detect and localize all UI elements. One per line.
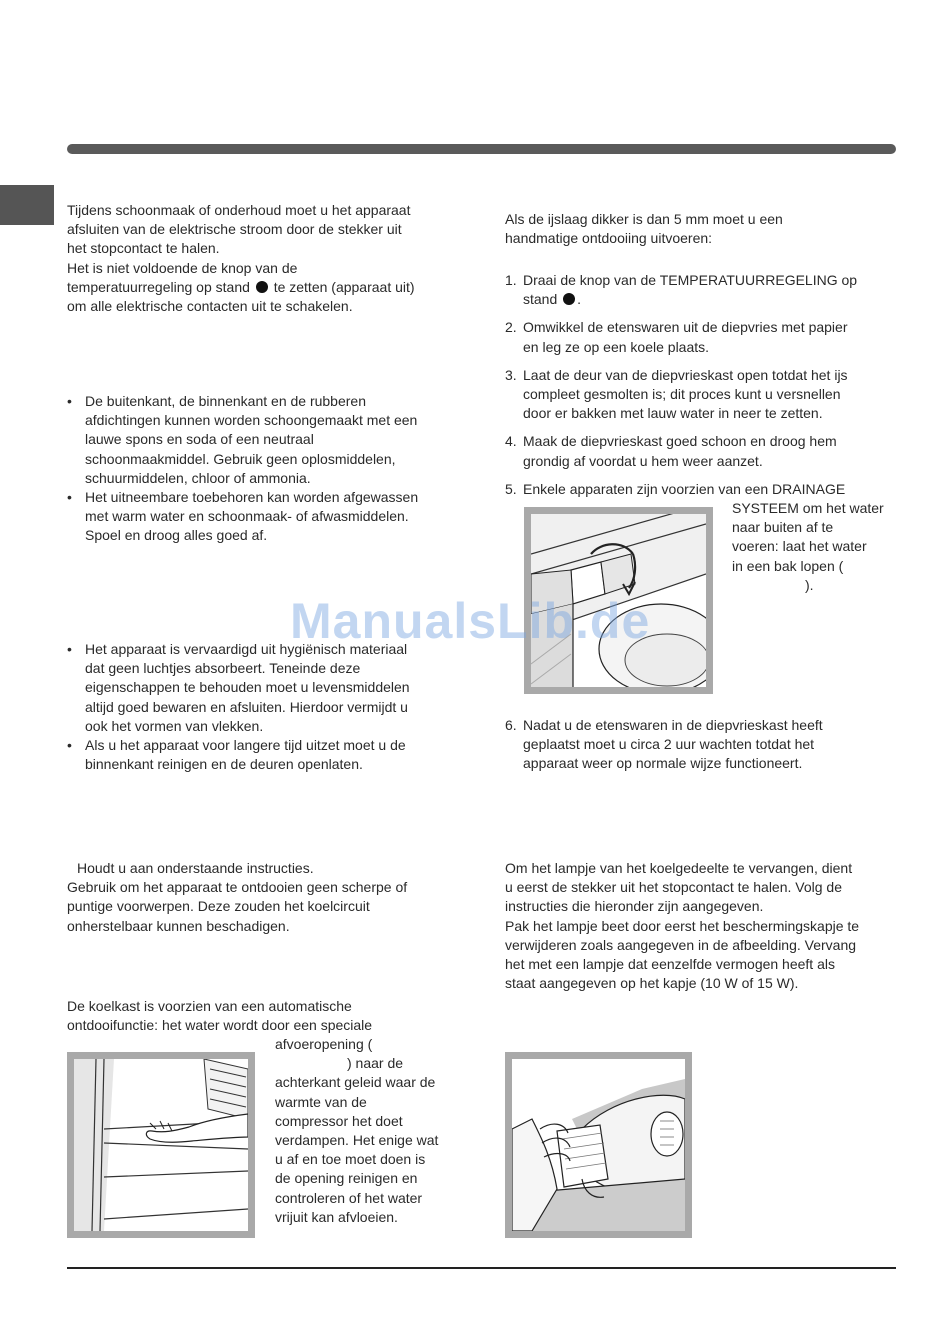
left-intro (67, 201, 415, 316)
header-rule (67, 144, 896, 154)
step-item: 5. Enkele apparaten zijn voorzien van een DRAINAGE (505, 480, 846, 497)
list-item: • De buitenkant, de binnenkant en de rubberen afdichtingen kunnen worden schoongemaakt met een lauwe spons en soda of een neutraal schoonmaakmiddel. Gebruik geen oplosmiddelen, schuurmiddelen, chloor of ammonia. (67, 392, 418, 488)
right-intro: Als de ijslaag dikker is dan 5 mm moet u een handmatige ontdooiing uitvoeren: (505, 211, 783, 247)
lamp-text: Om het lampje van het koelgedeelte te vervangen, dient u eerst de stekker uit het stopcontact te halen. Volg de instructies die hieronder zijn aangegeven. Pak het lampje beet door eerst het beschermingskapje te verwijderen zoals aangegeven in de afbeelding. Vervang het met een lampje dat eenzelfde vermogen heeft als staat aangegeven op het kapje (10 W of 15 W). (505, 860, 860, 992)
list-item: • Als u het apparaat voor langere tijd uitzet moet u de binnenkant reinigen en de deuren openlaten. (67, 736, 410, 774)
step-item: 1. Draai de knop van de TEMPERATUURREGELING op stand . (505, 271, 857, 309)
fridge-defrost-side-text: afvoeropening ( ) naar de achterkant geleid waar de warmte van de compressor het doet verdampen. Het enige wat u af en toe moet doen is de opening reinigen en controleren of het water vrijuit kan afvloeien. (275, 1036, 439, 1225)
text-line: afsluiten van de elektrische stroom door de stekker uit (67, 221, 402, 238)
drainage-side-text: SYSTEEM om het water naar buiten af te voeren: laat het water in een bak lopen ( ). (732, 500, 884, 593)
fridge-drain-illustration (67, 1052, 255, 1238)
list-item: • Het uitneembare toebehoren kan worden afgewassen met warm water en schoonmaak- of afwasmiddelen. Spoel en droog alles goed af. (67, 488, 418, 546)
footer-rule (67, 1267, 896, 1269)
odour-list (67, 640, 410, 774)
list-item: • Het apparaat is vervaardigd uit hygiënisch materiaal dat geen luchtjes absorbeert. Teneinde deze eigenschappen te behouden moet u levensmiddelen altijd goed bewaren en afsluiten. Hierdoor vermijdt u ook het vormen van vlekken. (67, 640, 410, 736)
watermark: ManualsLib.de (290, 593, 651, 649)
step-item: 2. Omwikkel de etenswaren uit de diepvries met papier en leg ze op een koele plaats. (505, 319, 848, 355)
off-position-dot-icon (256, 281, 268, 293)
text-line (67, 278, 415, 297)
step-item: 3. Laat de deur van de diepvrieskast open totdat het ijs compleet gesmolten is; dit proces kunt u versnellen door er bakken met lauw water in neer te zetten. (505, 366, 848, 422)
fridge-defrost-text: De koelkast is voorzien van een automatische ontdooifunctie: het water wordt door een speciale (67, 998, 373, 1034)
text-fragment: temperatuurregeling op stand (67, 278, 250, 295)
defrost-steps (505, 271, 857, 499)
step-item: 6. Nadat u de etenswaren in de diepvrieskast heeft geplaatst moet u circa 2 uur wachten totdat het apparaat weer op normale wijze functioneert. (505, 717, 823, 772)
lamp-replacement-illustration (505, 1052, 692, 1238)
defrost-text: Houdt u aan onderstaande instructies. Gebruik om het apparaat te ontdooien geen scherpe of puntige voorwerpen. Deze zouden het koelcircuit onherstelbaar kunnen beschadigen. (67, 860, 408, 934)
step-item: 4. Maak de diepvrieskast goed schoon en droog hem grondig af voordat u hem weer aanzet. (505, 433, 837, 469)
language-tab (0, 185, 54, 225)
text-line: Tijdens schoonmaak of onderhoud moet u het apparaat (67, 202, 411, 218)
text-line: om alle elektrische contacten uit te schakelen. (67, 298, 353, 315)
text-fragment: te zetten (apparaat uit) (273, 278, 415, 295)
text-line: het stopcontact te halen. (67, 240, 220, 257)
defrost-step-6 (505, 716, 823, 774)
text-line: stand . (523, 291, 582, 308)
off-position-dot-icon (563, 293, 575, 305)
cleaning-list (67, 392, 418, 546)
text-line: Het is niet voldoende de knop van de (67, 259, 298, 276)
